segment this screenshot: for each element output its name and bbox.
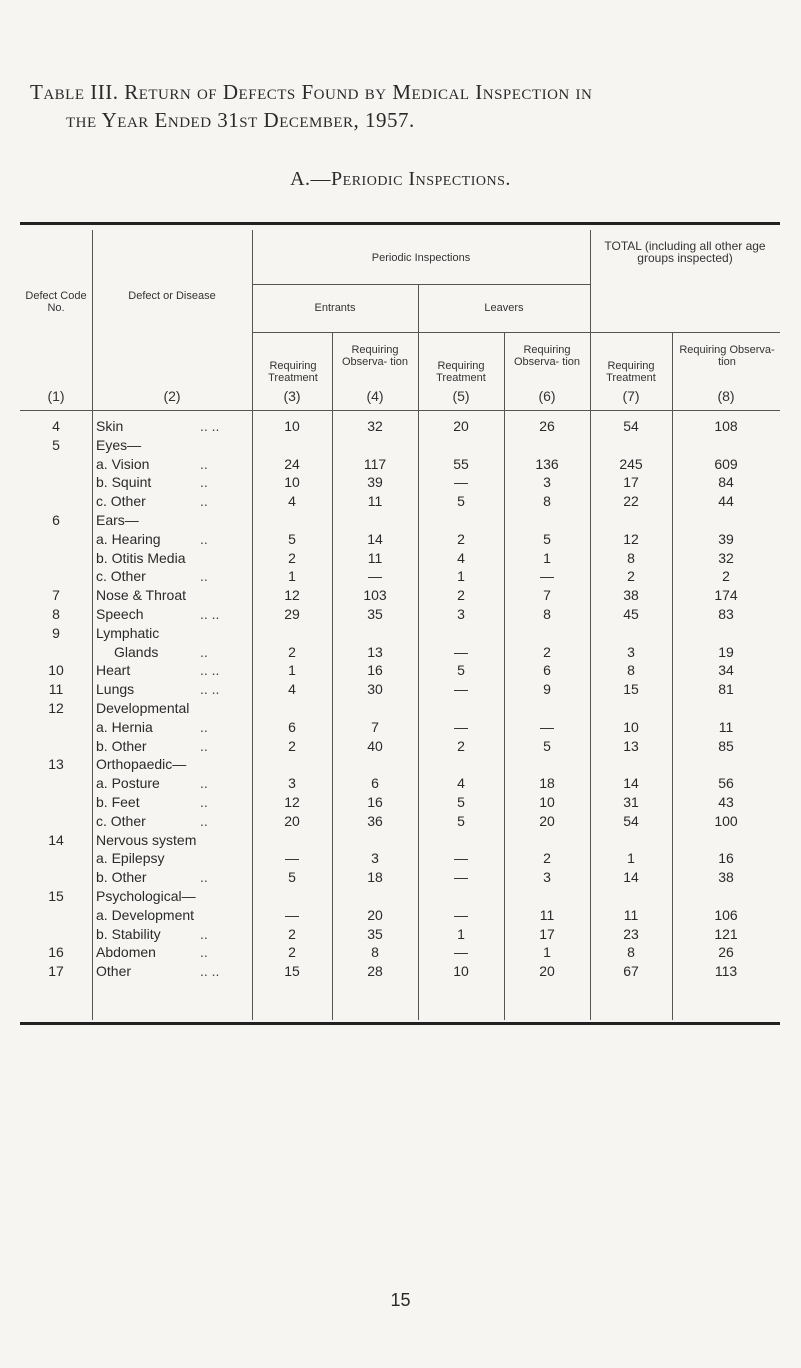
value-cell: 3: [543, 474, 551, 491]
header-entrants: Entrants: [314, 302, 356, 314]
value-cell: 4: [288, 493, 296, 510]
defect-label: Skin: [96, 418, 124, 434]
leader-dots: ..: [200, 775, 208, 792]
defect-label: Speech: [96, 606, 144, 622]
defect-name: [96, 418, 123, 435]
value-cell: 8: [627, 549, 635, 566]
header-defect-disease: Defect or Disease: [128, 290, 216, 302]
value-cell: 12: [623, 530, 639, 547]
value-cell: 84: [718, 474, 734, 491]
value-cell: 12: [284, 587, 300, 604]
value-cell: 34: [718, 662, 734, 679]
value-cell: 16: [718, 850, 734, 867]
value-cell: 83: [718, 606, 734, 622]
value-cell: 3: [543, 869, 551, 886]
leader-dots: .. ..: [200, 681, 220, 698]
value-cell: 32: [367, 418, 383, 434]
value-cell: 609: [714, 455, 738, 472]
col-divider: [590, 230, 591, 1020]
defect-label: Lymphatic: [96, 624, 160, 641]
defect-label: Lungs: [96, 681, 135, 698]
value-cell: 5: [288, 869, 296, 886]
defect-label: Developmental: [96, 700, 190, 716]
value-cell: —: [285, 906, 299, 923]
defect-name: [96, 606, 143, 623]
defect-label: Psychological—: [96, 888, 196, 904]
defect-label: Ears—: [96, 512, 139, 528]
defect-code: 16: [48, 944, 64, 961]
leader-dots: ..: [200, 455, 208, 472]
leader-dots: ..: [200, 568, 208, 585]
value-cell: 10: [284, 474, 300, 491]
defect-name: [96, 775, 160, 792]
defect-label: a. Hearing: [96, 530, 161, 547]
title-line-2: the Year Ended 31st December, 1957.: [66, 108, 415, 132]
value-cell: 113: [714, 963, 738, 980]
col-number: (4): [366, 388, 384, 404]
value-cell: 38: [718, 869, 734, 886]
defect-label: Eyes—: [96, 436, 142, 453]
value-cell: —: [454, 850, 468, 867]
value-cell: 38: [623, 587, 639, 604]
value-cell: 5: [457, 794, 465, 810]
col-number: (1): [47, 388, 65, 404]
defect-label: Nose & Throat: [96, 587, 187, 604]
value-cell: 10: [284, 418, 300, 434]
defect-name: [96, 474, 151, 491]
value-cell: 32: [718, 549, 734, 566]
col-number: (2): [163, 388, 181, 404]
value-cell: 11: [367, 493, 383, 510]
value-cell: 10: [539, 794, 555, 810]
value-cell: 8: [371, 944, 379, 961]
value-cell: 54: [623, 812, 639, 829]
value-cell: 100: [714, 812, 738, 829]
leader-dots: ..: [200, 493, 208, 510]
value-cell: 11: [367, 549, 383, 566]
header-bottom-rule: [20, 410, 780, 411]
value-cell: 40: [367, 737, 383, 754]
value-cell: 1: [457, 925, 465, 942]
defect-name: [96, 719, 153, 736]
value-cell: 5: [457, 812, 465, 829]
defect-name: [96, 832, 196, 849]
page-number: 15: [390, 1290, 411, 1310]
header-treatment: Requiring Treatment: [268, 360, 318, 384]
defect-code: 10: [48, 662, 64, 679]
defect-name: [96, 700, 189, 717]
col-divider: [92, 230, 93, 1020]
value-cell: 43: [718, 794, 734, 810]
value-cell: 2: [722, 568, 730, 585]
defect-code: 17: [48, 963, 64, 980]
value-cell: 2: [457, 530, 465, 547]
defect-name: [96, 662, 130, 679]
value-cell: 6: [288, 718, 296, 735]
defect-label: c. Other: [96, 493, 146, 510]
leader-dots: ..: [200, 869, 208, 886]
value-cell: —: [454, 681, 468, 698]
value-cell: 39: [718, 530, 734, 547]
header-periodic-inspections: Periodic Inspections: [371, 252, 471, 264]
defect-name: [96, 493, 146, 510]
value-cell: 5: [457, 662, 465, 679]
value-cell: 7: [543, 587, 551, 604]
defect-code: 13: [48, 756, 64, 773]
leader-dots: ..: [200, 944, 208, 961]
value-cell: 45: [623, 606, 639, 622]
defect-label: Abdomen: [96, 944, 156, 961]
value-cell: 1: [288, 662, 296, 679]
value-cell: 44: [718, 493, 734, 510]
value-cell: 1: [288, 568, 296, 585]
value-cell: 2: [288, 549, 296, 566]
defect-label: a. Vision: [96, 455, 150, 472]
col-number: (8): [717, 388, 735, 404]
header-observation: Requiring Observa- tion: [679, 344, 775, 368]
value-cell: 1: [457, 568, 465, 585]
value-cell: —: [540, 568, 554, 585]
defect-label: c. Other: [96, 812, 146, 829]
value-cell: 29: [284, 606, 300, 622]
leader-dots: .. ..: [200, 963, 220, 980]
value-cell: 15: [284, 963, 300, 980]
value-cell: 11: [623, 906, 639, 923]
value-cell: 20: [539, 812, 555, 829]
value-cell: 4: [457, 775, 465, 792]
defect-name: [96, 756, 186, 773]
value-cell: 11: [718, 718, 734, 735]
defect-name: [96, 907, 194, 924]
value-cell: 245: [619, 455, 643, 472]
value-cell: 19: [718, 643, 734, 660]
leader-dots: ..: [200, 737, 208, 754]
value-cell: —: [454, 944, 468, 961]
defect-label: c. Other: [96, 568, 146, 585]
value-cell: —: [454, 906, 468, 923]
defect-name: [96, 926, 161, 943]
leader-dots: ..: [200, 718, 208, 735]
defect-label: a. Posture: [96, 775, 160, 792]
defect-label: Glands: [114, 643, 159, 660]
value-cell: 4: [288, 681, 296, 698]
value-cell: 16: [367, 794, 383, 810]
value-cell: 12: [284, 794, 300, 810]
defect-code: 11: [48, 681, 64, 698]
defect-name: [96, 963, 131, 980]
value-cell: —: [454, 718, 468, 735]
defect-name: [96, 869, 147, 886]
value-cell: 7: [371, 718, 379, 735]
leader-dots: ..: [200, 474, 208, 491]
value-cell: 2: [627, 568, 635, 585]
leader-dots: ..: [200, 812, 208, 829]
leader-dots: ..: [200, 925, 208, 942]
value-cell: 2: [543, 850, 551, 867]
value-cell: 108: [714, 418, 738, 434]
value-cell: 81: [718, 681, 734, 698]
value-cell: 16: [367, 662, 383, 679]
value-cell: 5: [543, 737, 551, 754]
defect-code: 9: [52, 624, 60, 641]
value-cell: 18: [539, 775, 555, 792]
value-cell: 136: [535, 455, 559, 472]
defect-name: [96, 681, 134, 698]
value-cell: 15: [623, 681, 639, 698]
defect-name: [114, 644, 158, 661]
value-cell: 9: [543, 681, 551, 698]
header-defect-code: Defect Code No.: [25, 290, 87, 314]
defects-table: [20, 222, 780, 1032]
value-cell: 3: [288, 775, 296, 792]
defect-name: [96, 587, 186, 604]
value-cell: 106: [714, 906, 738, 923]
value-cell: 20: [453, 418, 469, 434]
defect-label: b. Squint: [96, 474, 152, 491]
value-cell: 4: [457, 549, 465, 566]
value-cell: 10: [623, 718, 639, 735]
defect-name: [96, 794, 140, 811]
value-cell: 6: [543, 662, 551, 679]
value-cell: 2: [288, 925, 296, 942]
value-cell: —: [285, 850, 299, 867]
value-cell: 8: [627, 662, 635, 679]
defect-name: [96, 550, 185, 567]
value-cell: 35: [367, 606, 383, 622]
defect-code: 12: [48, 700, 64, 716]
value-cell: —: [454, 643, 468, 660]
defect-code: 14: [48, 831, 64, 848]
value-cell: 17: [539, 925, 555, 942]
value-cell: 20: [367, 906, 383, 923]
table-title: [30, 78, 780, 134]
value-cell: 14: [367, 530, 383, 547]
defect-label: b. Stability: [96, 925, 161, 942]
value-cell: 23: [623, 925, 639, 942]
defect-name: [96, 738, 147, 755]
value-cell: 11: [539, 906, 555, 923]
value-cell: 121: [714, 925, 738, 942]
header-leavers: Leavers: [484, 302, 524, 314]
defect-label: b. Other: [96, 869, 147, 886]
col-number: (7): [622, 388, 640, 404]
value-cell: 5: [543, 530, 551, 547]
leader-dots: ..: [200, 643, 208, 660]
value-cell: —: [454, 869, 468, 886]
value-cell: 24: [284, 455, 300, 472]
value-cell: 103: [363, 587, 387, 604]
value-cell: 2: [288, 737, 296, 754]
value-cell: 20: [284, 812, 300, 829]
defect-label: b. Other: [96, 737, 147, 754]
defect-code: 15: [48, 888, 64, 904]
value-cell: 17: [623, 474, 639, 491]
value-cell: 8: [543, 606, 551, 622]
header-observation: Requiring Observa- tion: [513, 344, 581, 368]
value-cell: 1: [543, 549, 551, 566]
value-cell: 3: [457, 606, 465, 622]
col-number: (6): [538, 388, 556, 404]
value-cell: 8: [627, 944, 635, 961]
value-cell: 13: [623, 737, 639, 754]
value-cell: 35: [367, 925, 383, 942]
defect-name: [96, 531, 161, 548]
defect-name: [96, 813, 146, 830]
defect-label: Nervous system: [96, 831, 197, 848]
value-cell: 5: [288, 530, 296, 547]
header-treatment: Requiring Treatment: [436, 360, 486, 384]
defect-name: [96, 625, 159, 642]
value-cell: 14: [623, 869, 639, 886]
defect-name: [96, 456, 149, 473]
value-cell: 18: [367, 869, 383, 886]
value-cell: 1: [627, 850, 635, 867]
value-cell: 36: [367, 812, 383, 829]
col-number: (3): [283, 388, 301, 404]
defect-code: 8: [52, 606, 60, 622]
section-subtitle: A.—Periodic Inspections.: [290, 168, 511, 190]
leader-dots: ..: [200, 794, 208, 810]
defect-label: a. Hernia: [96, 718, 153, 735]
value-cell: 14: [623, 775, 639, 792]
leader-dots: .. ..: [200, 606, 220, 622]
defect-name: [96, 437, 141, 454]
value-cell: —: [540, 718, 554, 735]
defect-code: 4: [52, 418, 60, 434]
value-cell: 55: [453, 455, 469, 472]
header-divider: [252, 284, 590, 285]
table-top-rule: [20, 222, 780, 225]
value-cell: 3: [627, 643, 635, 660]
value-cell: —: [368, 568, 382, 585]
defect-label: b. Otitis Media: [96, 549, 186, 566]
value-cell: 10: [453, 963, 469, 980]
header-total: TOTAL (including all other age groups inspected): [604, 239, 766, 265]
header-observation: Requiring Observa- tion: [341, 344, 409, 368]
leader-dots: .. ..: [200, 418, 220, 434]
value-cell: 85: [718, 737, 734, 754]
value-cell: 28: [367, 963, 383, 980]
value-cell: 2: [457, 737, 465, 754]
defect-name: [96, 888, 196, 905]
defect-label: Heart: [96, 662, 131, 679]
value-cell: 2: [543, 643, 551, 660]
value-cell: 54: [623, 418, 639, 434]
defect-label: Other: [96, 963, 132, 980]
defect-name: [96, 850, 164, 867]
header-treatment: Requiring Treatment: [606, 360, 656, 384]
value-cell: 174: [714, 587, 738, 604]
value-cell: 30: [367, 681, 383, 698]
value-cell: —: [454, 474, 468, 491]
value-cell: 2: [457, 587, 465, 604]
value-cell: 2: [288, 643, 296, 660]
value-cell: 56: [718, 775, 734, 792]
leader-dots: .. ..: [200, 662, 220, 679]
defect-label: Orthopaedic—: [96, 756, 187, 773]
value-cell: 26: [718, 944, 734, 961]
value-cell: 31: [623, 794, 639, 810]
value-cell: 26: [539, 418, 555, 434]
value-cell: 117: [363, 455, 387, 472]
leader-dots: ..: [200, 530, 208, 547]
value-cell: 1: [543, 944, 551, 961]
defect-code: 6: [52, 512, 60, 528]
defect-name: [96, 944, 156, 961]
defect-label: b. Feet: [96, 794, 140, 810]
defect-name: [96, 568, 146, 585]
defect-code: 7: [52, 587, 60, 604]
col-divider: [252, 230, 253, 1020]
defect-name: [96, 512, 139, 529]
defect-label: a. Development: [96, 906, 195, 923]
value-cell: 13: [367, 643, 383, 660]
value-cell: 22: [623, 493, 639, 510]
value-cell: 3: [371, 850, 379, 867]
value-cell: 67: [623, 963, 639, 980]
value-cell: 2: [288, 944, 296, 961]
value-cell: 39: [367, 474, 383, 491]
value-cell: 5: [457, 493, 465, 510]
value-cell: 8: [543, 493, 551, 510]
value-cell: 20: [539, 963, 555, 980]
col-number: (5): [452, 388, 470, 404]
defect-code: 5: [52, 436, 60, 453]
header-divider: [252, 332, 780, 333]
table-bottom-rule: [20, 1022, 780, 1025]
defect-label: a. Epilepsy: [96, 850, 165, 867]
title-line-1: Table III. Return of Defects Found by Medical Inspection in: [30, 80, 593, 104]
value-cell: 6: [371, 775, 379, 792]
